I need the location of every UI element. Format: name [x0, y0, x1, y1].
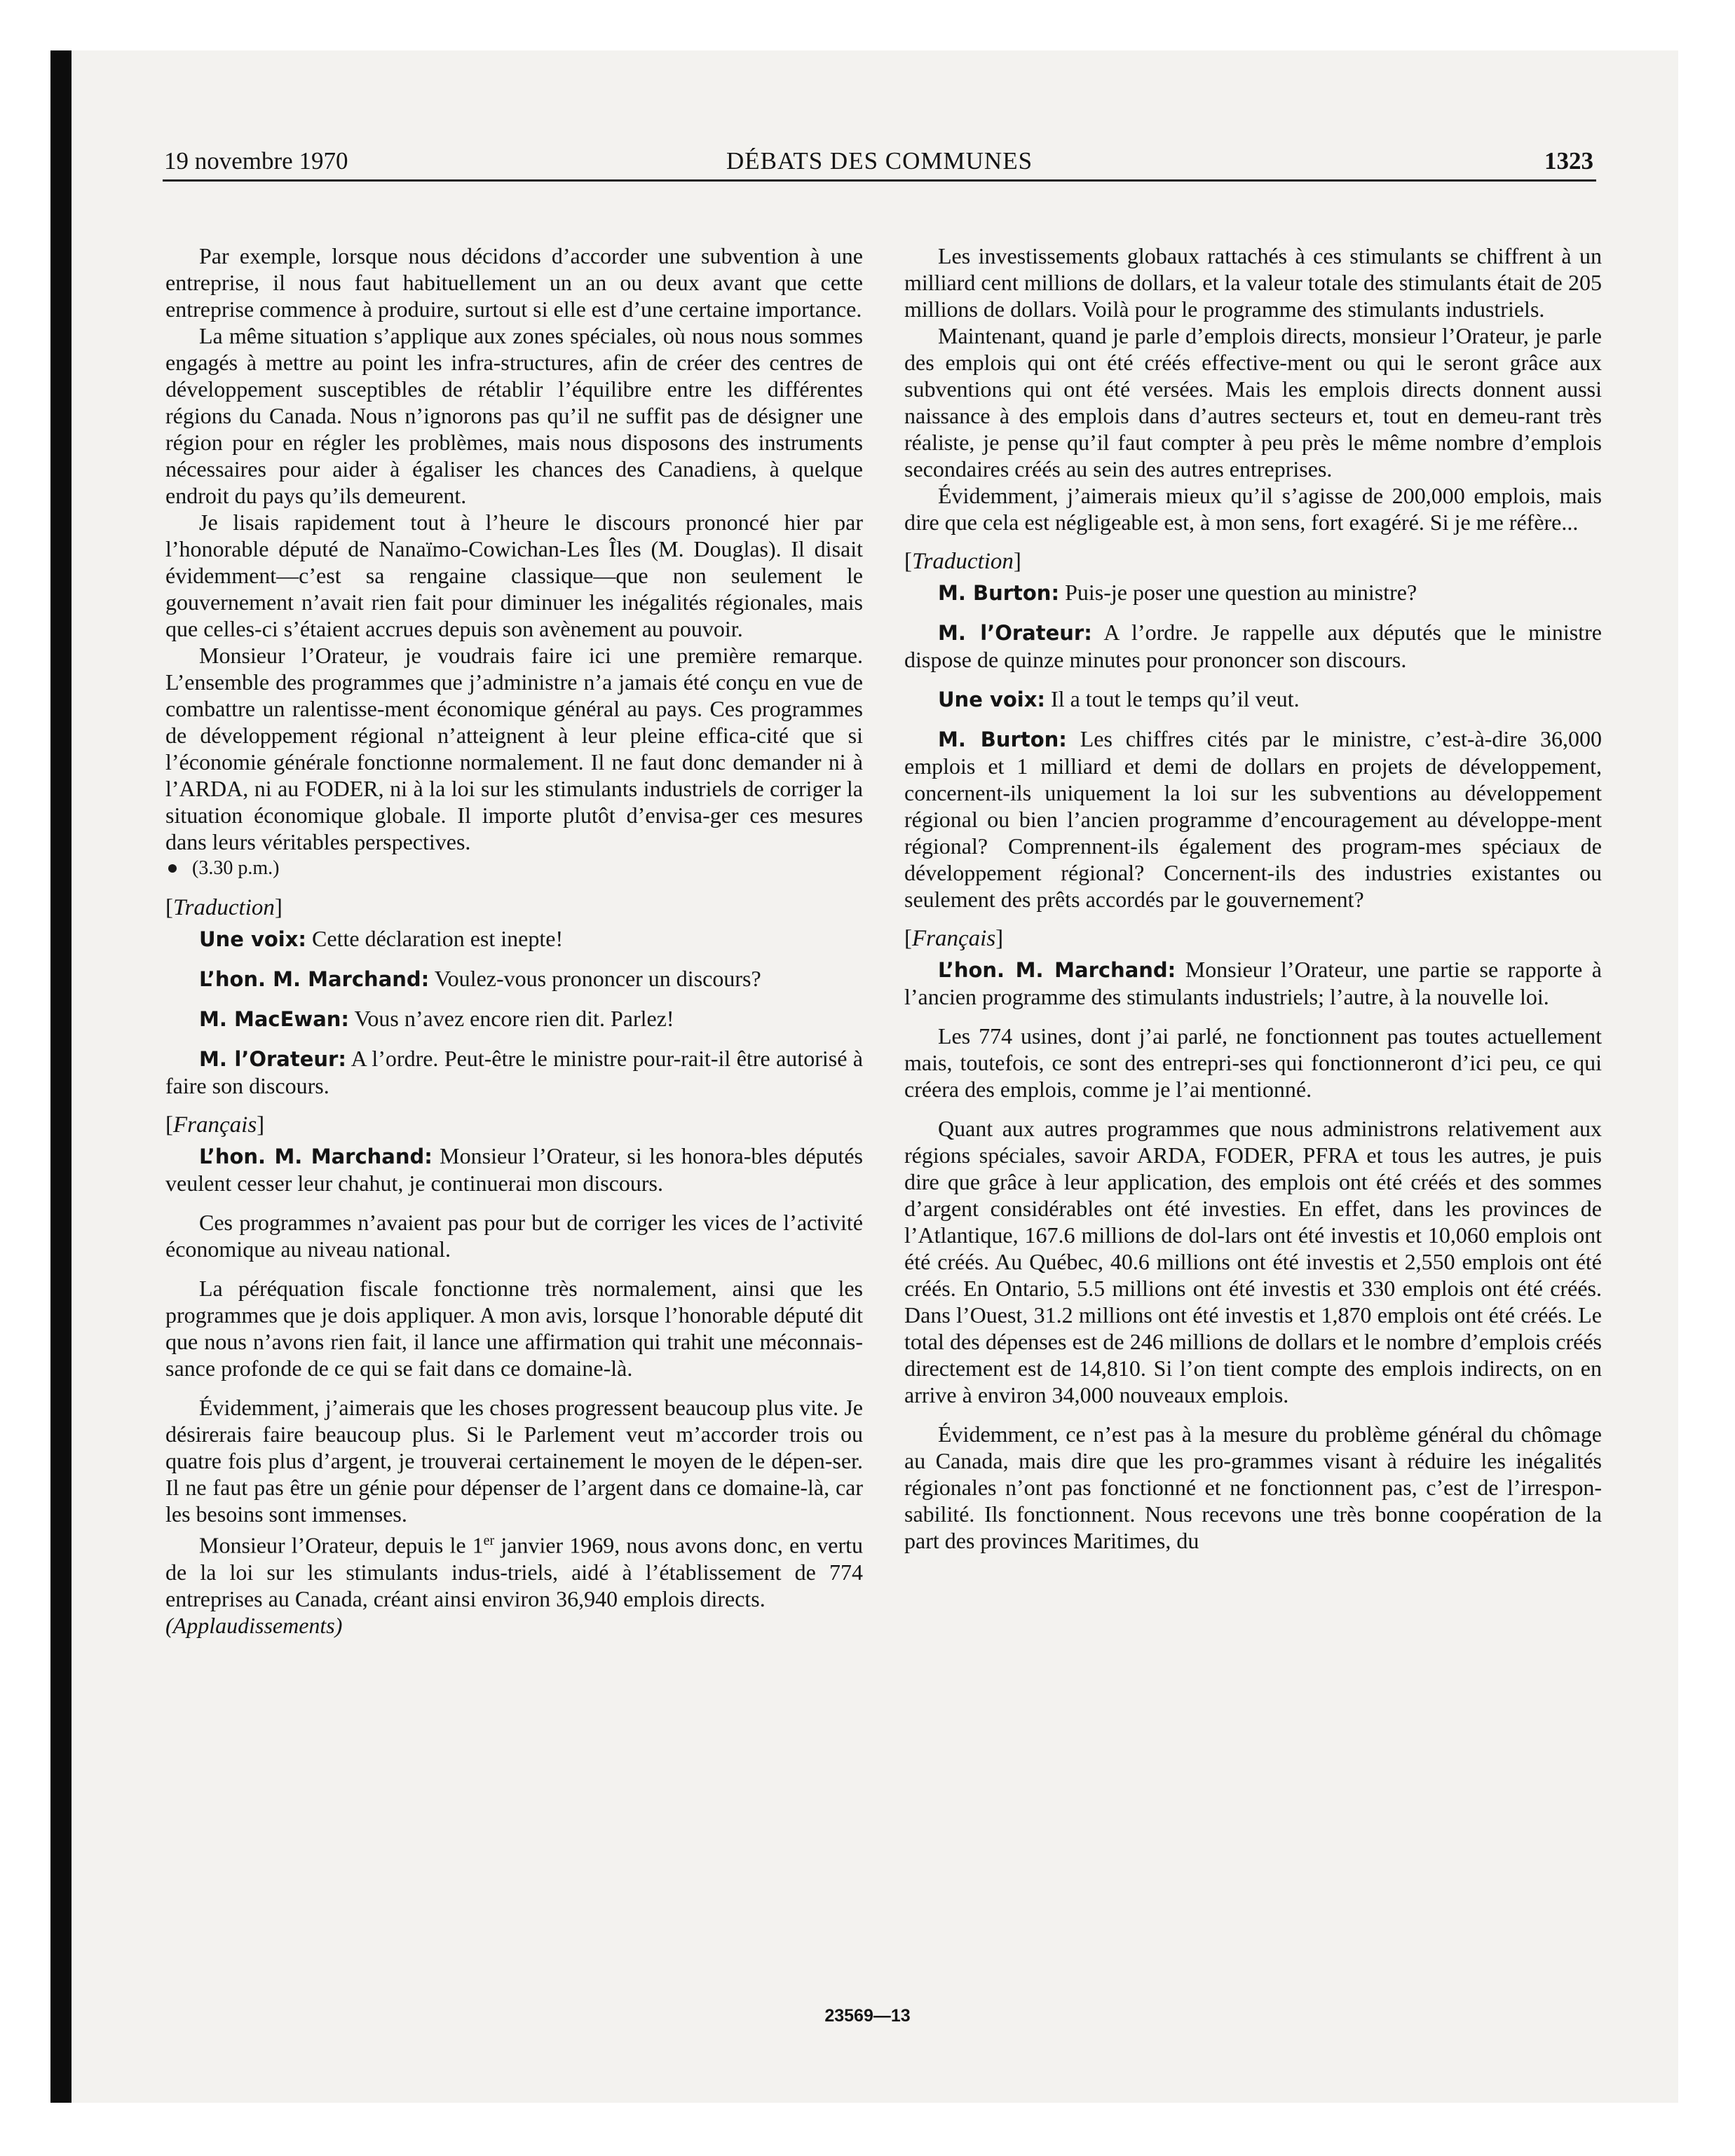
paragraph: Quant aux autres programmes que nous administrons relativement aux régions spéciales, savoir ARDA, FODER, PFRA et tous les autres, je puis dire que grâce à leur application, des emplois ont été créés et des sommes d’argent considérables ont été investies. En effet, dans les provinces de l’Atlantique, 167.6 millions de dol-lars ont été investis et 10,060 emplois ont été créés. Au Québec, 40.6 millions ont été investis et 2,550 emplois ont été créés. En Ontario, 5.5 millions ont été investis et 330 emplois ont été créés. Dans l’Ouest, 31.2 millions ont été investis et 1,870 emplois ont été créés. Le total des dépenses est de 246 millions de dollars et le nombre d’emplois créés directement est de 14,810. Si l’on tient compte des emplois indirects, on en arrive à environ 34,000 nouveaux emplois. — [904, 1116, 1602, 1407]
speaker-name: L’hon. M. Marchand: — [199, 1145, 433, 1168]
speech-text: Les chiffres cités par le ministre, c’est-à-dire 36,000 emplois et 1 milliard et demi de dollars en projets de développement, concernent-ils uniquement la loi sur les subventions au développement régional ou bien l’ancien programme d’encouragement au développe-ment régional? Comprennent-ils également des program-mes spéciaux de développement régional? Concernent-ils des industries existantes ou seulement des prêts accordés par le gouvernement? — [904, 726, 1602, 912]
speech-text: Monsieur l’Orateur, si les honora-bles députés veulent cesser leur chahut, je continuerai mon discours. — [165, 1143, 864, 1196]
paragraph: Ces programmes n’avaient pas pour but de corriger les vices de l’activité économique au niveau national. — [165, 1210, 863, 1262]
page-footer: 23569—13 — [824, 2006, 911, 2026]
intervention — [904, 956, 1602, 1010]
intervention — [165, 1142, 863, 1196]
language-tag: [Traduction] — [165, 895, 283, 920]
paragraph: La même situation s’applique aux zones spéciales, où nous nous sommes engagés à mettre au point les infra-structures, afin de créer des centres de développement susceptibles de rétablir l’équilibre entre les différentes régions du Canada. Nous n’ignorons pas qu’il ne suffit pas de désigner une région pour en régler les problèmes, mais nous disposons des instruments nécessaires pour aider à égaliser les chances des Canadiens, à quelque endroit du pays qu’ils demeurent. — [165, 323, 863, 508]
speaker-name: M. Burton: — [938, 728, 1067, 751]
header-title: DÉBATS DES COMMUNES — [726, 147, 1033, 175]
header-page-number: 1323 — [1544, 147, 1593, 175]
speaker-name: L’hon. M. Marchand: — [199, 967, 430, 991]
intervention — [165, 925, 863, 953]
speaker-name: M. MacEwan: — [199, 1007, 350, 1031]
speech-text: Il a tout le temps qu’il veut. — [1051, 686, 1300, 711]
speaker-name: Une voix: — [938, 688, 1046, 711]
intervention — [904, 725, 1602, 913]
speaker-name: Une voix: — [199, 927, 307, 951]
intervention — [165, 1045, 863, 1099]
language-tag: [Français] — [165, 1112, 265, 1138]
intervention — [904, 685, 1602, 713]
header-date: 19 novembre 1970 — [164, 147, 348, 175]
speaker-name: M. Burton: — [938, 581, 1060, 605]
intervention — [165, 1005, 863, 1032]
speech-text: A l’ordre. Peut-être le ministre pour-rait-il être autorisé à faire son discours. — [165, 1046, 864, 1098]
paragraph: Évidemment, ce n’est pas à la mesure du problème général du chômage au Canada, mais dire que les pro-grammes visant à réduire les inégalités régionales n’ont pas fonctionné et ne fonctionnent pas, c’est de l’irrespon-sabilité. Ils fonctionnent. Nous recevons une très bonne coopération de la part des provinces Maritimes, du — [904, 1421, 1602, 1553]
page-header — [163, 140, 1596, 182]
speech-text: Voulez-vous prononcer un discours? — [434, 966, 761, 991]
paragraph: Évidemment, j’aimerais mieux qu’il s’agisse de 200,000 emplois, mais dire que cela est négligeable est, à mon sens, fort exagéré. Si je me réfère... — [904, 483, 1602, 535]
tag-text: Traduction — [173, 895, 275, 920]
bullet-icon — [168, 864, 177, 873]
paragraph-text: Monsieur l’Orateur, depuis le 1 — [199, 1532, 484, 1558]
language-tag: [Traduction] — [904, 549, 1021, 574]
tag-text: Traduction — [912, 549, 1014, 574]
paragraph: Par exemple, lorsque nous décidons d’accorder une subvention à une entreprise, il nous faut habituellement un an ou deux avant que cette entreprise commence à produire, surtout si elle est d’une certaine importance. — [165, 243, 863, 322]
speaker-name: L’hon. M. Marchand: — [938, 958, 1176, 982]
paragraph-text: janvier 1969, nous avons donc, en vertu de la loi sur les stimulants indus-triels, aidé à l’établissement de 774 entreprises au Canada, créant ainsi environ 36,940 emplois directs. — [165, 1532, 864, 1611]
paragraph: Je lisais rapidement tout à l’heure le discours prononcé hier par l’honorable député de Nanaïmo-Cowichan-Les Îles (M. Douglas). Il disait évidemment—c’est sa rengaine classique—que non seulement le gouvernement n’avait rien fait pour diminuer les inégalités régionales, mais que celles-ci s’étaient accrues depuis son avènement au pouvoir. — [165, 510, 863, 641]
time-marker — [165, 855, 863, 882]
paragraph — [165, 1527, 863, 1612]
paragraph: Les investissements globaux rattachés à ces stimulants se chiffrent à un milliard cent millions de dollars, et la valeur totale des stimulants était de 205 millions de dollars. Voilà pour le programme des stimulants industriels. — [904, 243, 1602, 322]
tag-text: Français — [173, 1112, 257, 1138]
speech-text: Monsieur l’Orateur, une partie se rapporte à l’ancien programme des stimulants industriels; l’autre, à la nouvelle loi. — [904, 957, 1603, 1009]
speech-text: A l’ordre. Je rappelle aux députés que le ministre dispose de quinze minutes pour prononcer son discours. — [904, 620, 1603, 672]
intervention — [904, 619, 1602, 673]
right-column — [904, 243, 1602, 1554]
applause-note: (Applaudissements) — [165, 1612, 343, 1638]
paragraph: Monsieur l’Orateur, je voudrais faire ici une première remarque. L’ensemble des programmes que j’administre n’a jamais été conçu en vue de combattre un ralentisse-ment économique général au pays. Ces programmes de développement régional n’atteignent à leur pleine effica-cité que si l’économie générale fonctionne normalement. Il ne faut donc demander ni à l’ARDA, ni au FODER, ni à la loi sur les stimulants industriels de corriger la situation économique globale. Il importe plutôt d’envisa-ger ces mesures dans leurs véritables perspectives. — [165, 643, 863, 854]
time-text: (3.30 p.m.) — [192, 857, 280, 879]
speech-text: Cette déclaration est inepte! — [312, 926, 564, 951]
language-tag: [Français] — [904, 926, 1004, 951]
paragraph: Les 774 usines, dont j’ai parlé, ne fonctionnent pas toutes actuellement mais, toutefois, ce sont des entrepri-ses qui fonctionneront d’ici peu, ce qui créera des emplois, comme je l’ai mentionné. — [904, 1023, 1602, 1102]
paragraph: Maintenant, quand je parle d’emplois directs, monsieur l’Orateur, je parle des emplois qui ont été créés effective-ment ou qui le seront grâce aux subventions qui ont été versées. Mais les emplois directs donnent aussi naissance à des emplois dans d’autres secteurs et, tout en demeu-rant très réaliste, je pense qu’il faut compter à peu près le même nombre d’emplois secondaires créés au sein des autres entreprises. — [904, 323, 1602, 482]
superscript: er — [483, 1533, 495, 1548]
left-column — [165, 243, 863, 1639]
speech-text: Vous n’avez encore rien dit. Parlez! — [354, 1006, 674, 1031]
tag-text: Français — [912, 926, 996, 951]
paragraph: La péréquation fiscale fonctionne très normalement, ainsi que les programmes que je dois appliquer. A mon avis, lorsque l’honorable député dit que nous n’avons rien fait, il lance une affirmation qui trahit une méconnais-sance profonde de ce qui se fait dans ce domaine-là. — [165, 1276, 863, 1381]
speaker-name: M. l’Orateur: — [938, 621, 1092, 645]
intervention — [165, 965, 863, 992]
speech-text: Puis-je poser une question au ministre? — [1065, 580, 1417, 605]
speaker-name: M. l’Orateur: — [199, 1047, 346, 1071]
scan-border — [50, 50, 72, 2103]
paragraph: Évidemment, j’aimerais que les choses progressent beaucoup plus vite. Je désirerais faire beaucoup plus. Si le Parlement veut m’accorder trois ou quatre fois plus d’argent, je trouverai certainement le moyen de le dépen-ser. Il ne faut pas être un génie pour dépenser de l’argent dans ce domaine-là, car les besoins sont immenses. — [165, 1395, 863, 1527]
intervention — [904, 579, 1602, 606]
